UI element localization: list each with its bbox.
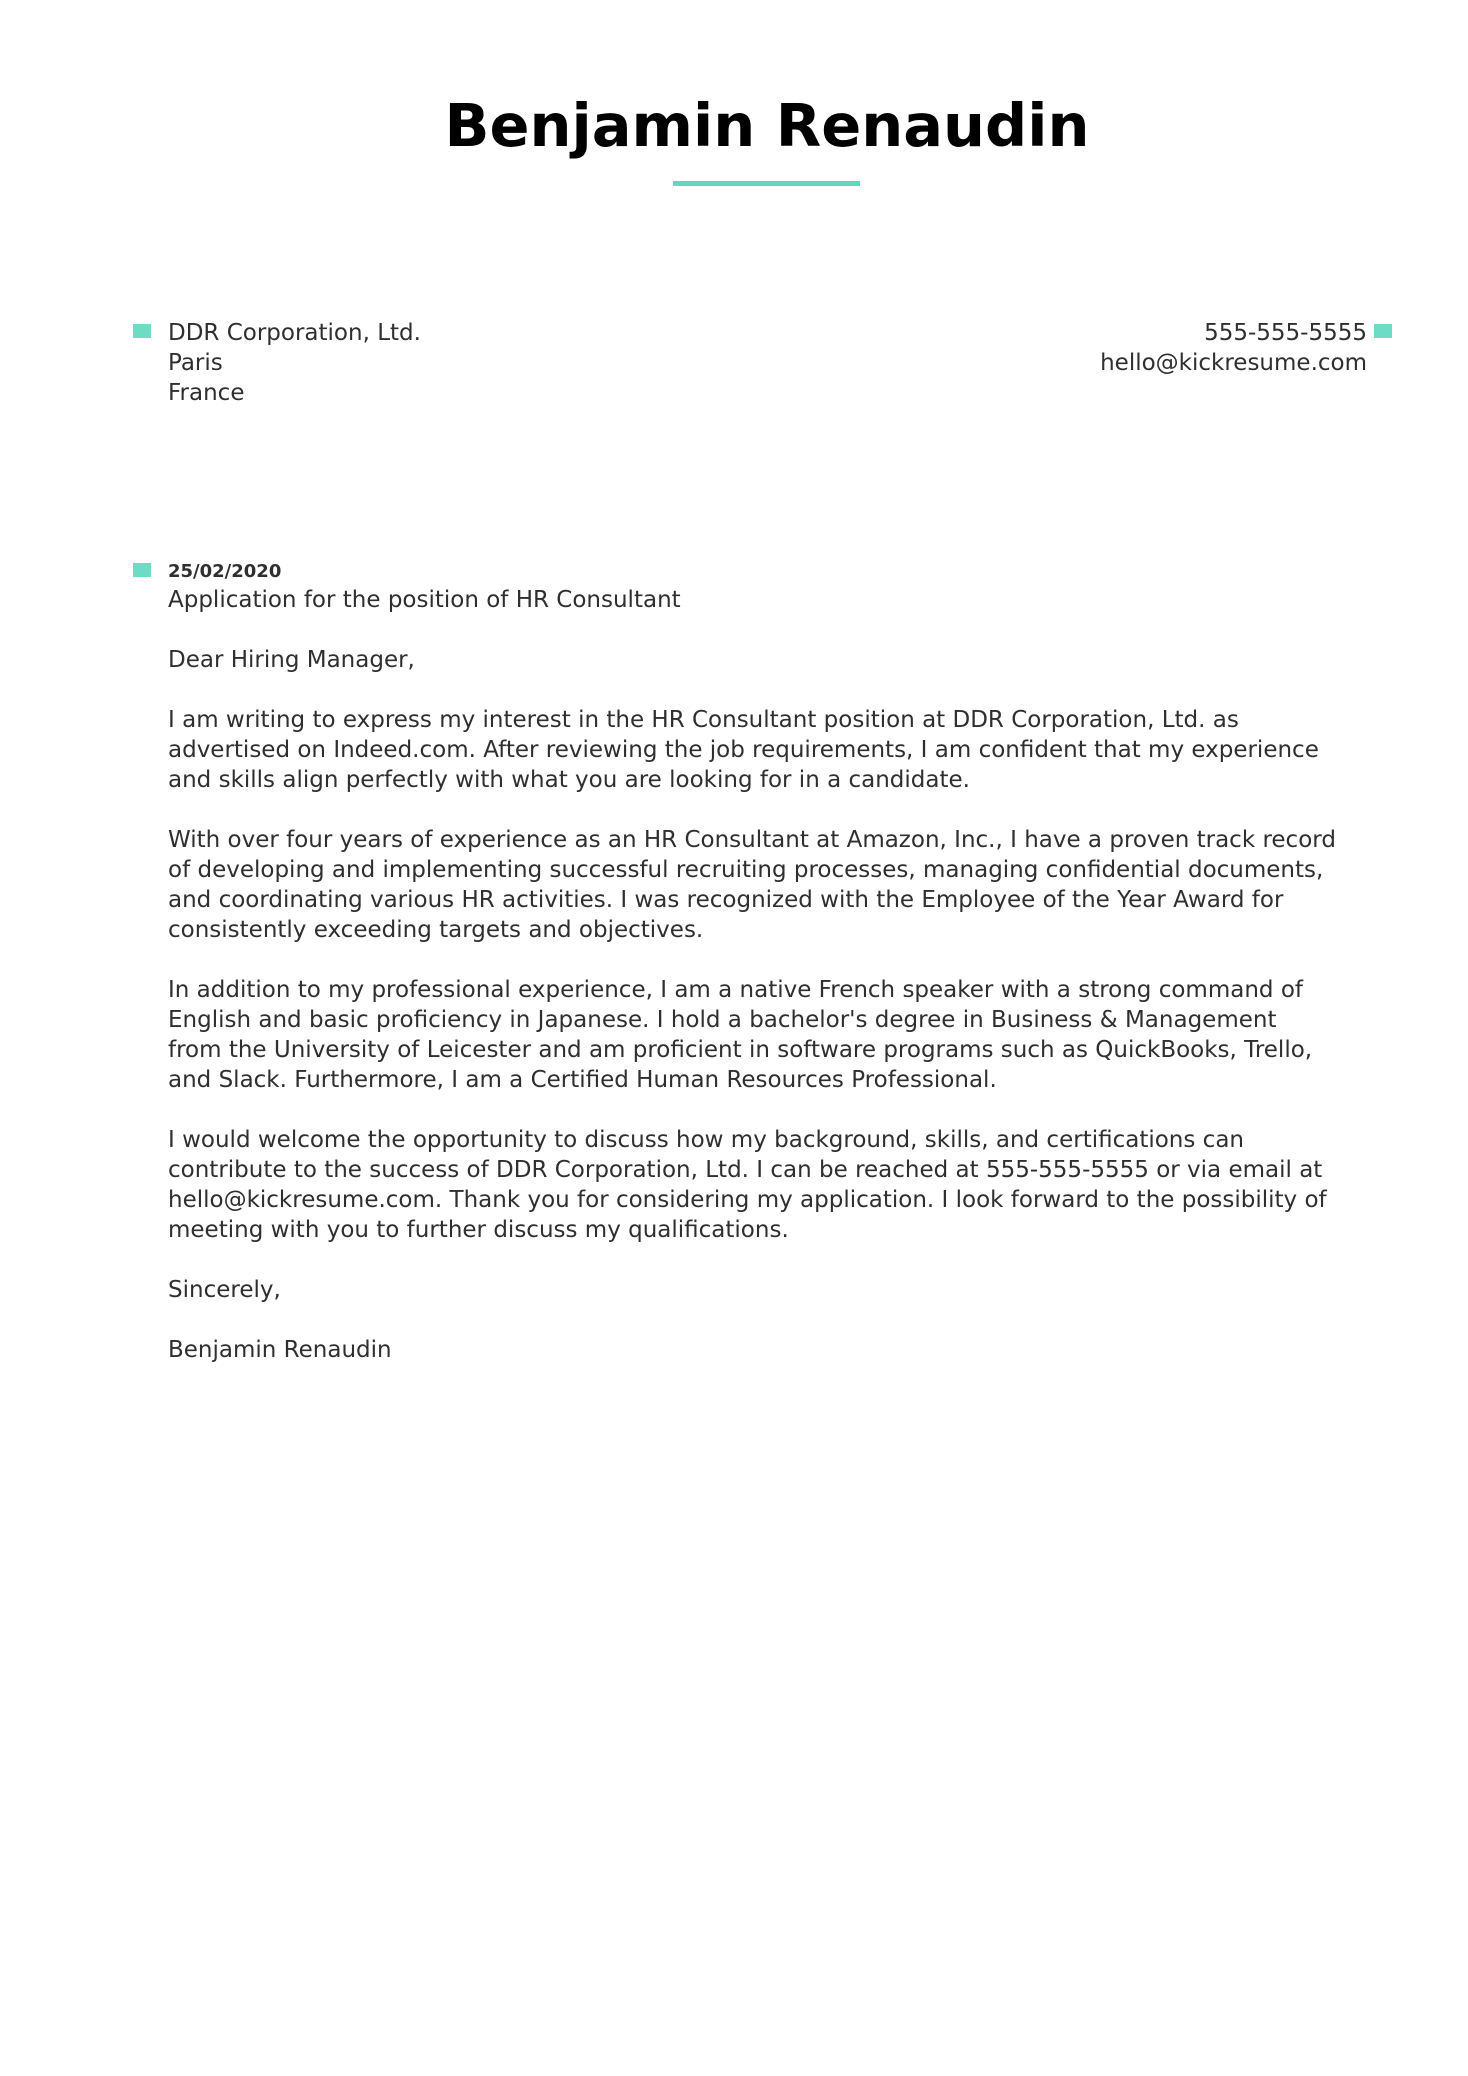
- paragraph-line: advertised on Indeed.com. After reviewing the job requirements, I am confident that my experience: [168, 737, 1319, 763]
- paragraph-line: meeting with you to further discuss my qualifications.: [168, 1217, 789, 1243]
- name-underline-divider: [673, 181, 860, 186]
- recipient-country: France: [168, 380, 245, 406]
- paragraph-line: from the University of Leicester and am proficient in software programs such as QuickBooks, Trello,: [168, 1037, 1313, 1063]
- recipient-address: [168, 318, 421, 408]
- recipient-city: Paris: [168, 350, 223, 376]
- recipient-company: DDR Corporation, Ltd.: [168, 320, 421, 346]
- paragraph-line: With over four years of experience as an HR Consultant at Amazon, Inc., I have a proven track record: [168, 827, 1336, 853]
- recipient-marker-icon: [133, 324, 151, 338]
- contact-phone: 555-555-5555: [1204, 320, 1367, 346]
- applicant-name: Benjamin Renaudin: [444, 91, 1090, 160]
- date-marker-icon: [133, 563, 151, 577]
- paragraph-line: I would welcome the opportunity to discuss how my background, skills, and certifications can: [168, 1127, 1244, 1153]
- paragraph-line: and Slack. Furthermore, I am a Certified Human Resources Professional.: [168, 1067, 997, 1093]
- letter-body: [168, 559, 1378, 1365]
- contact-info: [1100, 318, 1367, 378]
- letter-greeting: Dear Hiring Manager,: [168, 647, 415, 673]
- letter-date: 25/02/2020: [168, 561, 282, 582]
- paragraph-line: In addition to my professional experience, I am a native French speaker with a strong command of: [168, 977, 1303, 1003]
- letter-subject: Application for the position of HR Consultant: [168, 587, 681, 613]
- letter-paragraph-3: [168, 975, 1378, 1095]
- contact-marker-icon: [1374, 324, 1392, 338]
- paragraph-line: and coordinating various HR activities. I was recognized with the Employee of the Year Award for: [168, 887, 1284, 913]
- paragraph-line: English and basic proficiency in Japanese. I hold a bachelor's degree in Business & Management: [168, 1007, 1277, 1033]
- paragraph-line: consistently exceeding targets and objectives.: [168, 917, 704, 943]
- paragraph-line: hello@kickresume.com. Thank you for considering my application. I look forward to the possibility of: [168, 1187, 1327, 1213]
- paragraph-line: contribute to the success of DDR Corporation, Ltd. I can be reached at 555-555-5555 or via email at: [168, 1157, 1323, 1183]
- letter-paragraph-2: [168, 825, 1378, 945]
- contact-email: hello@kickresume.com: [1100, 350, 1367, 376]
- paragraph-line: of developing and implementing successful recruiting processes, managing confidential documents,: [168, 857, 1324, 883]
- paragraph-line: and skills align perfectly with what you are looking for in a candidate.: [168, 767, 970, 793]
- paragraph-line: I am writing to express my interest in the HR Consultant position at DDR Corporation, Ltd. as: [168, 707, 1239, 733]
- letter-closing: Sincerely,: [168, 1277, 281, 1303]
- letter-signature: Benjamin Renaudin: [168, 1337, 392, 1363]
- letter-paragraph-4: [168, 1125, 1378, 1245]
- letter-paragraph-1: [168, 705, 1378, 795]
